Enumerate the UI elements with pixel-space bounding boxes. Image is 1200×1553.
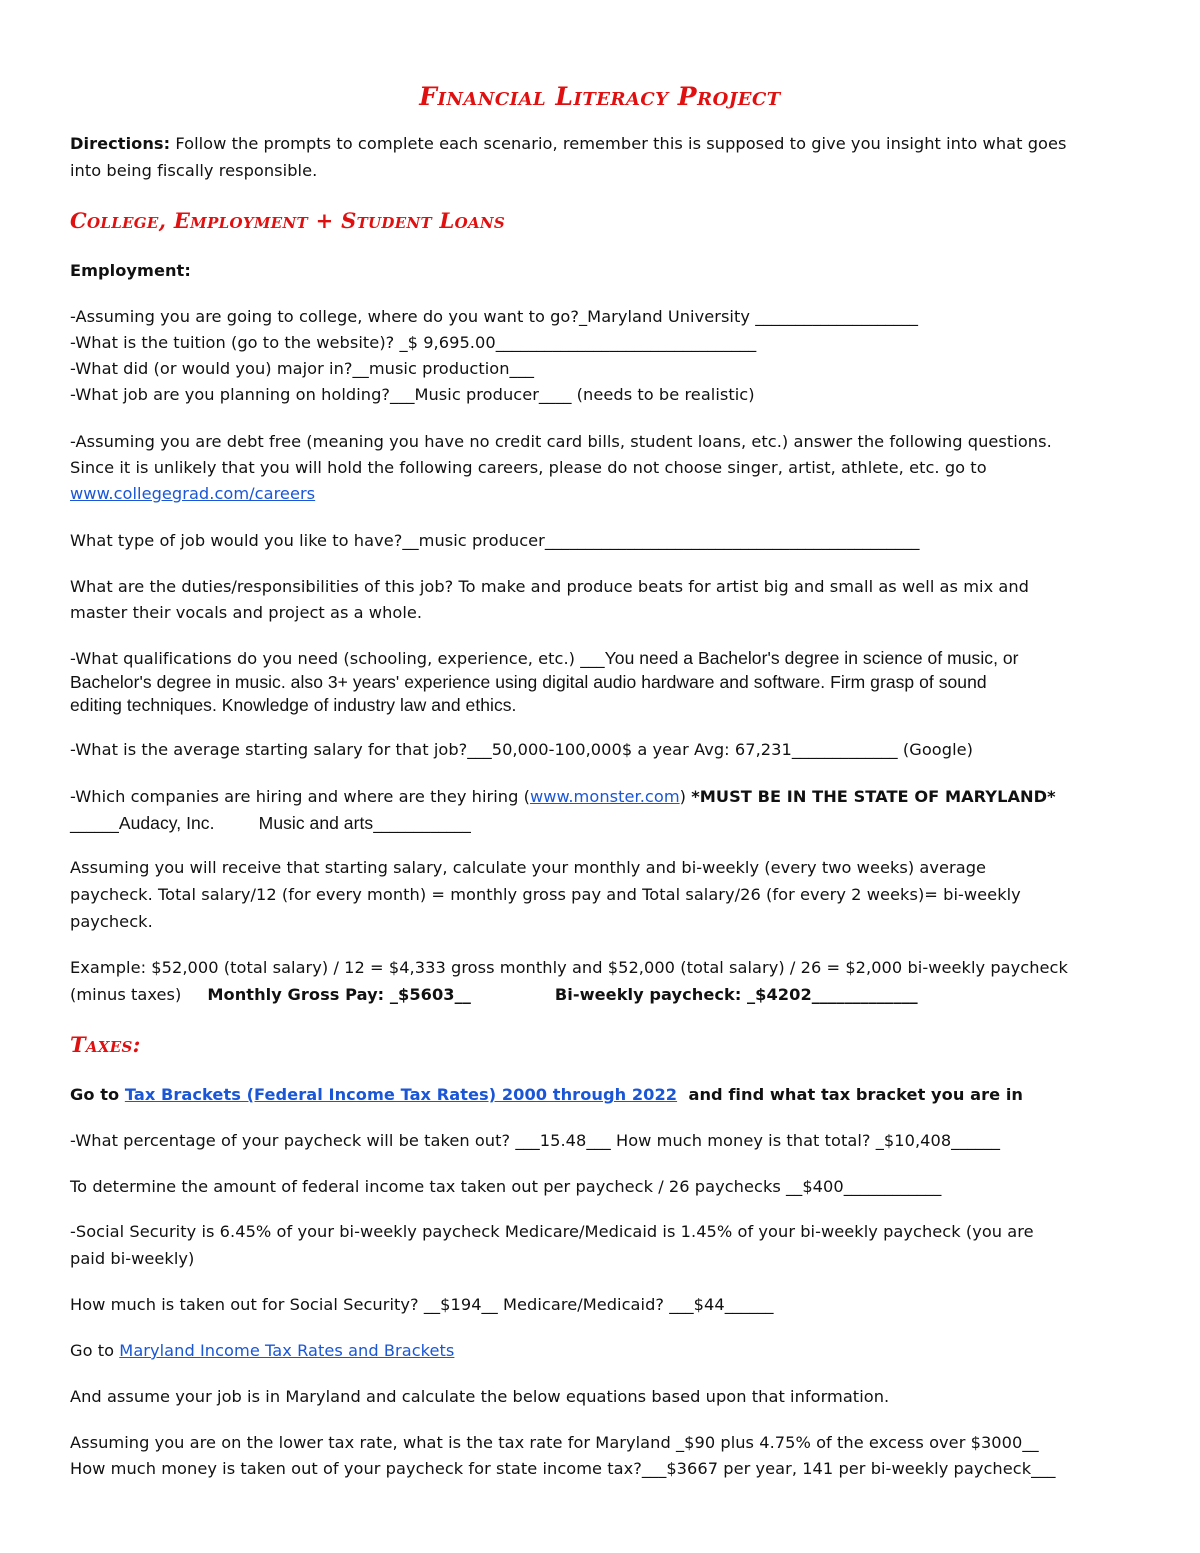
question-federal-tax: To determine the amount of federal income tax taken out per paycheck / 26 paychecks __$400____________ [70,1177,942,1196]
maryland-requirement: *MUST BE IN THE STATE OF MARYLAND* [691,787,1056,806]
example-line-1: Example: $52,000 (total salary) / 12 = $4,333 gross monthly and $52,000 (total salary) / 26 = $2,000 bi-weekly paycheck [70,958,1068,977]
biweekly-paycheck: Bi-weekly paycheck: _$4202_____________ [554,985,918,1004]
companies-close: ) [679,787,692,806]
maryland-link-line [70,1340,454,1362]
question-salary: -What is the average starting salary for that job?___50,000-100,000$ a year Avg: 67,231_____________ (Google) [70,740,974,759]
companies-line-1 [70,786,1056,808]
goto-label-2: Go to [70,1341,120,1360]
question-maryland-rate: Assuming you are on the lower tax rate, what is the tax rate for Maryland _$90 plus 4.75% of the excess over $3000__ [70,1433,1039,1452]
monthly-gross-pay: Monthly Gross Pay: _$5603__ [207,985,471,1004]
companies-line-2 [70,812,471,835]
qualifications-answer-2: Bachelor's degree in music. also 3+ years' experience using digital audio hardware and software. Firm grasp of sound [70,672,987,692]
employment-label: Employment: [70,261,191,280]
social-security-line-2: paid bi-weekly) [70,1249,195,1268]
social-security-line-1: -Social Security is 6.45% of your bi-weekly paycheck Medicare/Medicaid is 1.45% of your bi-weekly paycheck (you are [70,1222,1034,1241]
careers-line [70,483,315,505]
qualifications-answer-3: editing techniques. Knowledge of industry law and ethics. [70,695,517,715]
question-job: -What job are you planning on holding?___Music producer____ (needs to be realistic) [70,385,755,404]
question-tax-percentage: -What percentage of your paycheck will be taken out? ___15.48___ How much money is that total? _$10,408______ [70,1131,1001,1150]
question-job-type: What type of job would you like to have?__music producer______________________________________________ [70,531,920,550]
directions-line-1 [70,133,1066,155]
debt-free-line-2: Since it is unlikely that you will hold the following careers, please do not choose singer, artist, athlete, etc. go to [70,458,987,477]
question-tuition: -What is the tuition (go to the website)? _$ 9,695.00________________________________ [70,333,757,352]
calculation-line-2: paycheck. Total salary/12 (for every month) = monthly gross pay and Total salary/26 (for every 2 weeks)= bi-weekly [70,885,1021,904]
directions-label: Directions: [70,134,171,153]
question-social-security: How much is taken out for Social Security? __$194__ Medicare/Medicaid? ___$44______ [70,1295,774,1314]
companies-answer: Audacy, Inc. Music and arts [118,813,374,833]
page-title: Financial Literacy Project [419,82,781,111]
directions-line-2: into being fiscally responsible. [70,161,318,180]
maryland-tax-link[interactable]: Maryland Income Tax Rates and Brackets [119,1341,455,1360]
tax-brackets-link[interactable]: Tax Brackets (Federal Income Tax Rates) 2000 through 2022 [124,1085,678,1104]
debt-free-line-1: -Assuming you are debt free (meaning you have no credit card bills, student loans, etc.) answer the following questions. [70,432,1052,451]
tax-brackets-line [70,1084,1023,1106]
question-college: -Assuming you are going to college, where do you want to go?_Maryland University ____________________ [70,307,919,326]
companies-blank-2: ____________ [373,814,471,833]
assume-maryland: And assume your job is in Maryland and calculate the below equations based upon that information. [70,1387,890,1406]
careers-link[interactable]: www.collegegrad.com/careers [70,484,316,503]
question-major: -What did (or would you) major in?__music production___ [70,359,534,378]
directions-text-1: Follow the prompts to complete each scenario, remember this is supposed to give you insight into what goes [170,134,1067,153]
qualifications-line-1 [70,647,1019,670]
qualifications-question: -What qualifications do you need (schooling, experience, etc.) ___ [70,649,605,668]
question-state-income-tax: How much money is taken out of your paycheck for state income tax?___$3667 per year, 141 per bi-weekly paycheck___ [70,1459,1056,1478]
duties-line-2: master their vocals and project as a whole. [70,603,423,622]
section-heading-taxes: Taxes: [70,1032,141,1057]
qualifications-answer-1: You need a Bachelor's degree in science of music, or [604,648,1019,668]
calculation-line-3: paycheck. [70,912,153,931]
section-heading-college: College, Employment + Student Loans [70,208,506,233]
calculation-line-1: Assuming you will receive that starting salary, calculate your monthly and bi-weekly (every two weeks) average [70,858,987,877]
example-line-2 [70,984,918,1006]
duties-line-1: What are the duties/responsibilities of this job? To make and produce beats for artist big and small as well as mix and [70,577,1029,596]
monster-link[interactable]: www.monster.com [529,787,680,806]
companies-question: -Which companies are hiring and where are they hiring ( [70,787,530,806]
companies-blank-1: ______ [70,814,119,833]
goto-label: Go to [70,1085,125,1104]
example-minus-taxes: (minus taxes) [70,985,208,1004]
tax-brackets-instruction: and find what tax bracket you are in [677,1085,1023,1104]
